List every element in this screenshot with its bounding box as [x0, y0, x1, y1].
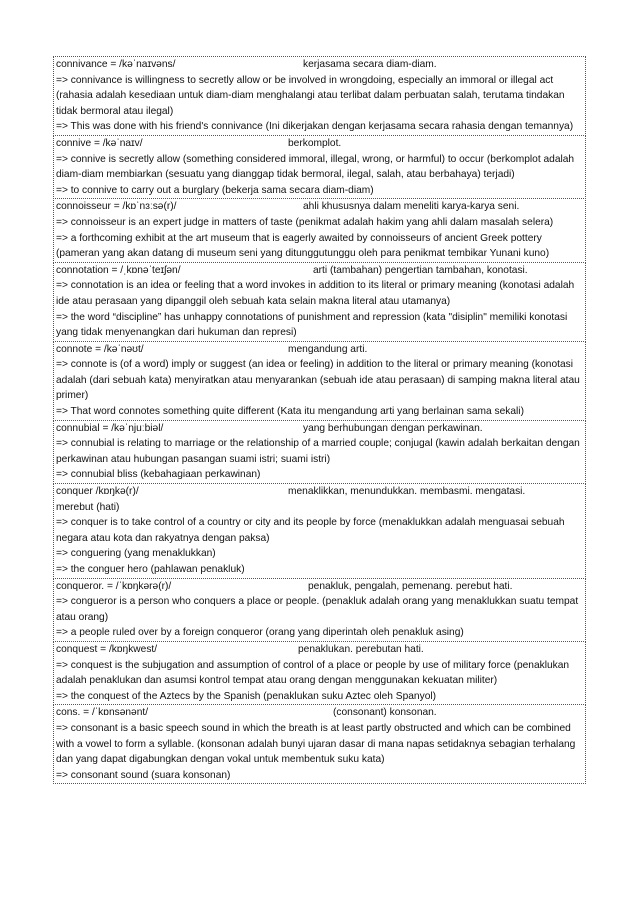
entry-example-line: => connubial is relating to marriage or the relationship of a married couple; conjugal (kawin adalah berkaitan dengan perkawinan atau hubungan pasangan suami istri; suami istri): [56, 438, 580, 465]
dictionary-entry: [53, 262, 586, 342]
entry-headline: [56, 705, 583, 721]
entry-example-line: => a people ruled over by a foreign conqueror (orang yang diperintah oleh penakluk asing): [56, 627, 464, 639]
entry-example-line: => conguering (yang menaklukkan): [56, 548, 216, 560]
entry-example-line: => a forthcoming exhibit at the art museum that is eagerly awaited by connoisseurs of ancient Greek pottery (pameran yang akan datang di museum seni yang ditunggutunggu oleh para penikmat tembikar Yunani kuno): [56, 232, 550, 260]
entry-meaning: penakluk, pengalah, pemenang. perebut hati.: [308, 580, 513, 592]
entry-headline: [56, 199, 583, 215]
entry-meaning: kerjasama secara diam-diam.: [303, 59, 437, 70]
entry-headline: [56, 136, 583, 152]
entry-meaning: (consonant) konsonan.: [333, 707, 437, 719]
entry-meaning: menaklikkan, menundukkan. membasmi. mengatasi.: [288, 486, 526, 498]
entry-term: connive = /kəˈnaɪv/: [56, 137, 143, 149]
dictionary-entry: [53, 420, 586, 484]
entry-example-line: => congueror is a person who conquers a place or people. (penakluk adalah orang yang menaklukkan suatu tempat atau orang): [56, 596, 579, 623]
entry-term: connoisseur = /kɒˈnɜːsə(r)/: [56, 201, 177, 213]
entry-headline: [56, 579, 583, 595]
entry-example-line: => the conquest of the Aztecs by the Spanish (penaklukan suku Aztec oleh Spanyol): [56, 690, 437, 702]
entry-example-line: => to connive to carry out a burglary (bekerja sama secara diam-diam): [56, 184, 374, 196]
entry-headline: [56, 484, 583, 500]
entry-meaning: ahli khususnya dalam meneliti karya-karya seni.: [303, 201, 520, 213]
entry-example-line: => That word connotes something quite different (Kata itu mengandung arti yang berlainan sama sekali): [56, 406, 524, 418]
dictionary-entry: [53, 483, 586, 579]
entry-example-line: => connoisseur is an expert judge in matters of taste (penikmat adalah hakim yang ahli dalam masalah selera): [56, 216, 554, 228]
entry-example-line: => connubial bliss (kebahagiaan perkawinan): [56, 469, 261, 481]
entry-example-line: => connivance is willingness to secretly allow or be involved in wrongdoing, especially an immoral or illegal act (rahasia adalah kesediaan untuk diam-diam menghalangi atau terlibat dalam perbuatan salah, terutama tindakan tidak bermoral atau ilegal): [56, 74, 565, 117]
entry-example-line: => connive is secretly allow (something considered immoral, illegal, wrong, or harmful) to occur (berkomplot adalah diam-diam membiarkan (sesuatu yang dianggap tidak bermoral, ilegal, salah, atau berbahaya) terjadi): [56, 153, 575, 181]
entry-example-line: => the word “discipline” has unhappy connotations of punishment and repression (kata "disiplin" memiliki konotasi yang tidak menyenangkan dari hukuman dan represi): [56, 311, 568, 339]
entry-headline: [56, 421, 583, 437]
entry-meaning: arti (tambahan) pengertian tambahan, konotasi.: [313, 264, 528, 276]
entry-headline: [56, 57, 583, 73]
entry-example-line: => connote is (of a word) imply or suggest (an idea or feeling) in addition to the literal or primary meaning (konotasi adalah (dari sebuah kata) menyiratkan atau menyarankan (sebuah ide atau perasaan) di samping makna literal atau primer): [56, 359, 580, 402]
entry-term: conqueror. = /ˈkɒŋkərə(r)/: [56, 580, 172, 592]
entry-term: connotation = /ˌkɒnəˈteɪʃən/: [56, 264, 181, 276]
entry-term: conquer /kɒŋkə(r)/: [56, 486, 139, 498]
dictionary-entry: [53, 641, 586, 705]
dictionary-entry: [53, 704, 586, 784]
entry-meaning: mengandung arti.: [288, 343, 368, 355]
entry-example-line: => conquer is to take control of a country or city and its people by force (menaklukkan adalah menguasai sebuah negara atau kota dan rakyatnya dengan paksa): [56, 517, 565, 544]
entry-term: connivance = /kəˈnaɪvəns/: [56, 59, 176, 70]
dictionary-entry: [53, 198, 586, 262]
entry-example-line: => This was done with his friend's connivance (Ini dikerjakan dengan kerjasama secara rahasia dengan temannya): [56, 121, 574, 133]
entry-example-line: => connotation is an idea or feeling that a word invokes in addition to its literal or primary meaning (konotasi adalah ide atau perasaan yang dipanggil oleh sebuah kata selain makna literal atau utamanya): [56, 280, 575, 307]
dictionary-entry: [53, 578, 586, 642]
entry-term: conquest = /kɒŋkwest/: [56, 643, 158, 655]
entry-example-line: => the conguer hero (pahlawan penakluk): [56, 564, 245, 575]
entry-term: connote = /kəˈnəʊt/: [56, 343, 144, 355]
entry-example-line: => consonant is a basic speech sound in which the breath is at least partly obstructed and which can be combined with a vowel to form a syllable. (konsonan adalah bunyi ujaran dasar di mana napas setidaknya sebagian terhalang dan yang dapat digabungkan dengan vokal untuk membentuk suku kata): [56, 722, 576, 766]
entry-example-line: => conquest is the subjugation and assumption of control of a place or people by use of military force (penaklukan adalah penaklukan dan asumsi kontrol tempat atau orang dengan menggunakan kekuatan militer): [56, 659, 570, 687]
dictionary-entry: [53, 341, 586, 421]
dictionary-page: [53, 57, 586, 784]
dictionary-entry: [53, 56, 586, 136]
entry-example-line: => consonant sound (suara konsonan): [56, 769, 231, 781]
entry-term: cons. = /ˈkɒnsənənt/: [56, 707, 149, 719]
entry-meaning: yang berhubungan dengan perkawinan.: [303, 422, 483, 434]
entry-example-line: merebut (hati): [56, 501, 120, 513]
entry-meaning: penaklukan. perebutan hati.: [298, 643, 424, 655]
entry-meaning: berkomplot.: [288, 137, 342, 149]
dictionary-entry: [53, 135, 586, 199]
entry-headline: [56, 342, 583, 358]
entry-term: connubial = /kəˈnjuːbiəl/: [56, 422, 164, 434]
entry-headline: [56, 263, 583, 279]
entry-headline: [56, 642, 583, 658]
